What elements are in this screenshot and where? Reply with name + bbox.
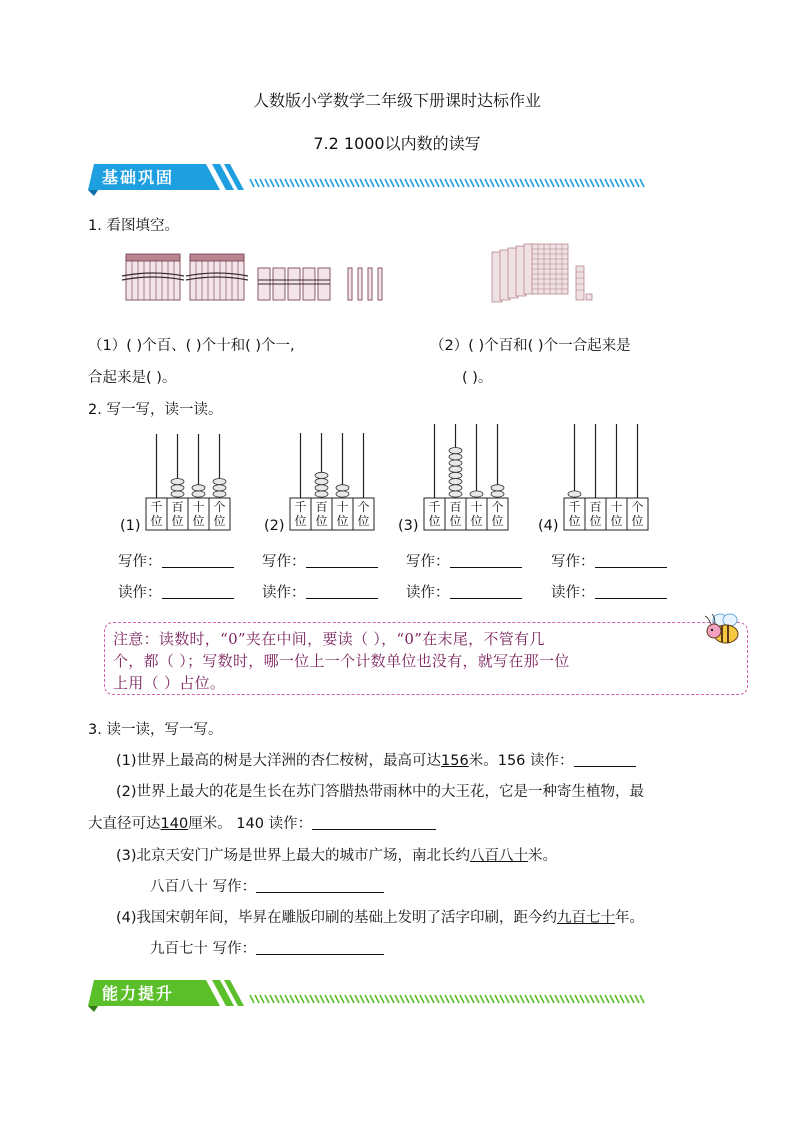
q3-item4-unit: 年。 — [615, 910, 645, 926]
stick-bundles-illustration — [122, 250, 384, 304]
abacus-frame — [288, 420, 398, 532]
place-label-char: 位 — [589, 514, 602, 528]
abacus1-write — [118, 550, 234, 571]
place-label-char: 百 — [589, 500, 602, 514]
abacus-bead — [491, 491, 504, 497]
place-label-char: 千 — [568, 500, 581, 514]
q3-item3-answer — [150, 875, 384, 896]
write-label: 写作： — [118, 554, 162, 570]
place-label-char: 个 — [631, 500, 644, 514]
place-label-char: 千 — [294, 500, 307, 514]
q2-prompt: 2. 写一写，读一读。 — [88, 402, 223, 418]
abacus-bead — [336, 485, 349, 491]
place-label-char: 百 — [315, 500, 328, 514]
abacus-index: (2) — [264, 518, 285, 534]
abacus-bead — [213, 491, 226, 497]
abacus-bead — [449, 448, 462, 454]
abacus-index: (3) — [398, 518, 419, 534]
q1-part2-line1: （2）( )个百和( )个一合起来是 — [430, 338, 631, 354]
abacus-bead — [171, 485, 184, 491]
place-label-char: 个 — [491, 500, 504, 514]
q3-item3-unit: 米。 — [528, 848, 558, 864]
abacus-bead — [449, 454, 462, 460]
read-label: 读作： — [406, 585, 450, 601]
place-label-char: 位 — [491, 514, 504, 528]
write-label: 写作： — [262, 554, 306, 570]
q1-part1-line2: 合起来是( )。 — [88, 370, 177, 386]
place-label-char: 十 — [470, 500, 483, 514]
place-label-char: 位 — [336, 514, 349, 528]
abacus-bead — [449, 479, 462, 485]
abacus-bead — [213, 485, 226, 491]
read-blank[interactable] — [450, 584, 522, 599]
q3-item2-post: 厘米。 140 读作： — [188, 816, 313, 832]
abacus-bead — [449, 491, 462, 497]
abacus-bead — [491, 485, 504, 491]
q3-item4-answer — [150, 937, 384, 958]
abacus-bead — [449, 472, 462, 478]
place-label-char: 位 — [470, 514, 483, 528]
place-label-char: 个 — [213, 500, 226, 514]
abacus-bead — [192, 491, 205, 497]
q3-item2-line1: (2)世界上最大的花是生长在苏门答腊热带雨林中的大王花，它是一种寄生植物，最 — [116, 784, 645, 800]
abacus-bead — [336, 491, 349, 497]
place-label-char: 位 — [631, 514, 644, 528]
section-banner-advanced — [88, 976, 648, 1012]
abacus-bead — [213, 479, 226, 485]
section-title-advanced: 能力提升 — [102, 984, 175, 1003]
abacus4-write — [551, 550, 667, 571]
hundred-bundle-1 — [122, 254, 184, 300]
place-label-char: 十 — [336, 500, 349, 514]
place-label-char: 十 — [192, 500, 205, 514]
place-label-char: 位 — [568, 514, 581, 528]
abacus4-read — [551, 581, 667, 602]
q1-part2-line2: ( )。 — [462, 370, 493, 386]
place-label-char: 位 — [150, 514, 163, 528]
write-blank[interactable] — [595, 553, 667, 568]
note-line-3: 上用（ ）占位。 — [113, 674, 226, 692]
abacus2-write — [262, 550, 378, 571]
place-label-char: 位 — [192, 514, 205, 528]
read-blank[interactable] — [306, 584, 378, 599]
bee-icon — [704, 612, 746, 648]
abacus-bead — [171, 479, 184, 485]
q3-item1-blank[interactable] — [574, 752, 636, 767]
q3-item1-unit: 米。156 读作： — [468, 753, 574, 769]
abacus-bead — [449, 460, 462, 466]
abacus-bead — [470, 491, 483, 497]
note-line-1: 注意：读数时，“0”夹在中间，要读（ ），“0”在末尾，不管有几 — [113, 630, 545, 648]
abacus-bead — [449, 466, 462, 472]
place-label-char: 千 — [428, 500, 441, 514]
place-label-char: 位 — [294, 514, 307, 528]
q3-item2-blank[interactable] — [312, 815, 436, 830]
note-line-2: 个，都（ ）；写数时，哪一位上一个计数单位也没有，就写在那一位 — [113, 652, 570, 670]
place-label-char: 位 — [428, 514, 441, 528]
q3-item4-value: 九百七十 — [557, 910, 616, 926]
place-label-char: 位 — [315, 514, 328, 528]
place-label-char: 百 — [171, 500, 184, 514]
abacus-bead — [171, 491, 184, 497]
place-label-char: 位 — [171, 514, 184, 528]
write-label: 写作： — [406, 554, 450, 570]
write-blank[interactable] — [306, 553, 378, 568]
abacus-bead — [192, 485, 205, 491]
q3-item2-line2 — [88, 812, 436, 833]
write-blank[interactable] — [162, 553, 234, 568]
q3-item3-text: (3)北京天安门广场是世界上最大的城市广场，南北长约 — [116, 848, 471, 864]
q3-item1-value: 156 — [441, 753, 469, 769]
read-blank[interactable] — [162, 584, 234, 599]
abacus3-write — [406, 550, 522, 571]
q1-part1-line1: （1）( )个百、( )个十和( )个一, — [88, 338, 295, 354]
place-label-char: 位 — [449, 514, 462, 528]
place-label-char: 千 — [150, 500, 163, 514]
read-label: 读作： — [551, 585, 595, 601]
abacus3-read — [406, 581, 522, 602]
q3-prompt: 3. 读一读，写一写。 — [88, 722, 223, 738]
abacus-bead — [315, 479, 328, 485]
page-subtitle: 7.2 1000以内数的读写 — [313, 134, 481, 153]
q3-item3-blank[interactable] — [256, 878, 384, 893]
place-label-char: 位 — [610, 514, 623, 528]
note-box — [104, 622, 748, 695]
read-blank[interactable] — [595, 584, 667, 599]
place-label-char: 十 — [610, 500, 623, 514]
read-label: 读作： — [262, 585, 306, 601]
place-label-char: 位 — [357, 514, 370, 528]
q3-item2-value: 140 — [160, 816, 189, 832]
place-label-char: 百 — [449, 500, 462, 514]
abacus-bead — [568, 491, 581, 497]
q3-item2-pre: 大直径可达 — [88, 816, 161, 832]
q3-item1-text: (1)世界上最高的树是大洋洲的杏仁桉树，最高可达 — [116, 753, 442, 769]
section-title-basic: 基础巩固 — [102, 168, 175, 187]
q3-item4-text: (4)我国宋朝年间，毕昇在雕版印刷的基础上发明了活字印刷，距今约 — [116, 910, 558, 926]
base-ten-blocks-illustration — [490, 242, 594, 304]
abacus-index: (1) — [120, 518, 141, 534]
read-label: 读作： — [118, 585, 162, 601]
abacus-bead — [315, 491, 328, 497]
q3-item1 — [116, 749, 636, 770]
q3-item4-answer-label: 九百七十 写作： — [150, 941, 257, 957]
hundred-bundle-2 — [186, 254, 248, 300]
abacus1-read — [118, 581, 234, 602]
write-blank[interactable] — [450, 553, 522, 568]
abacus-bead — [315, 485, 328, 491]
place-label-char: 个 — [357, 500, 370, 514]
abacus-frame — [144, 420, 254, 532]
section-banner-basic — [88, 160, 648, 196]
abacus-frame — [562, 420, 672, 532]
abacus-index: (4) — [538, 518, 559, 534]
q3-item3-value: 八百八十 — [470, 848, 529, 864]
single-sticks — [348, 268, 382, 300]
q3-item3-answer-label: 八百八十 写作： — [150, 879, 257, 895]
place-label-char: 位 — [213, 514, 226, 528]
q1-prompt: 1. 看图填空。 — [88, 218, 179, 234]
abacus2-read — [262, 581, 378, 602]
write-label: 写作： — [551, 554, 595, 570]
abacus-bead — [449, 485, 462, 491]
ten-bundles — [258, 268, 330, 300]
q3-item4 — [116, 906, 644, 927]
q3-item3 — [116, 844, 557, 865]
q3-item4-blank[interactable] — [256, 940, 384, 955]
abacus-bead — [315, 472, 328, 478]
page-title: 人数版小学数学二年级下册课时达标作业 — [252, 91, 541, 110]
abacus-frame — [422, 420, 532, 532]
